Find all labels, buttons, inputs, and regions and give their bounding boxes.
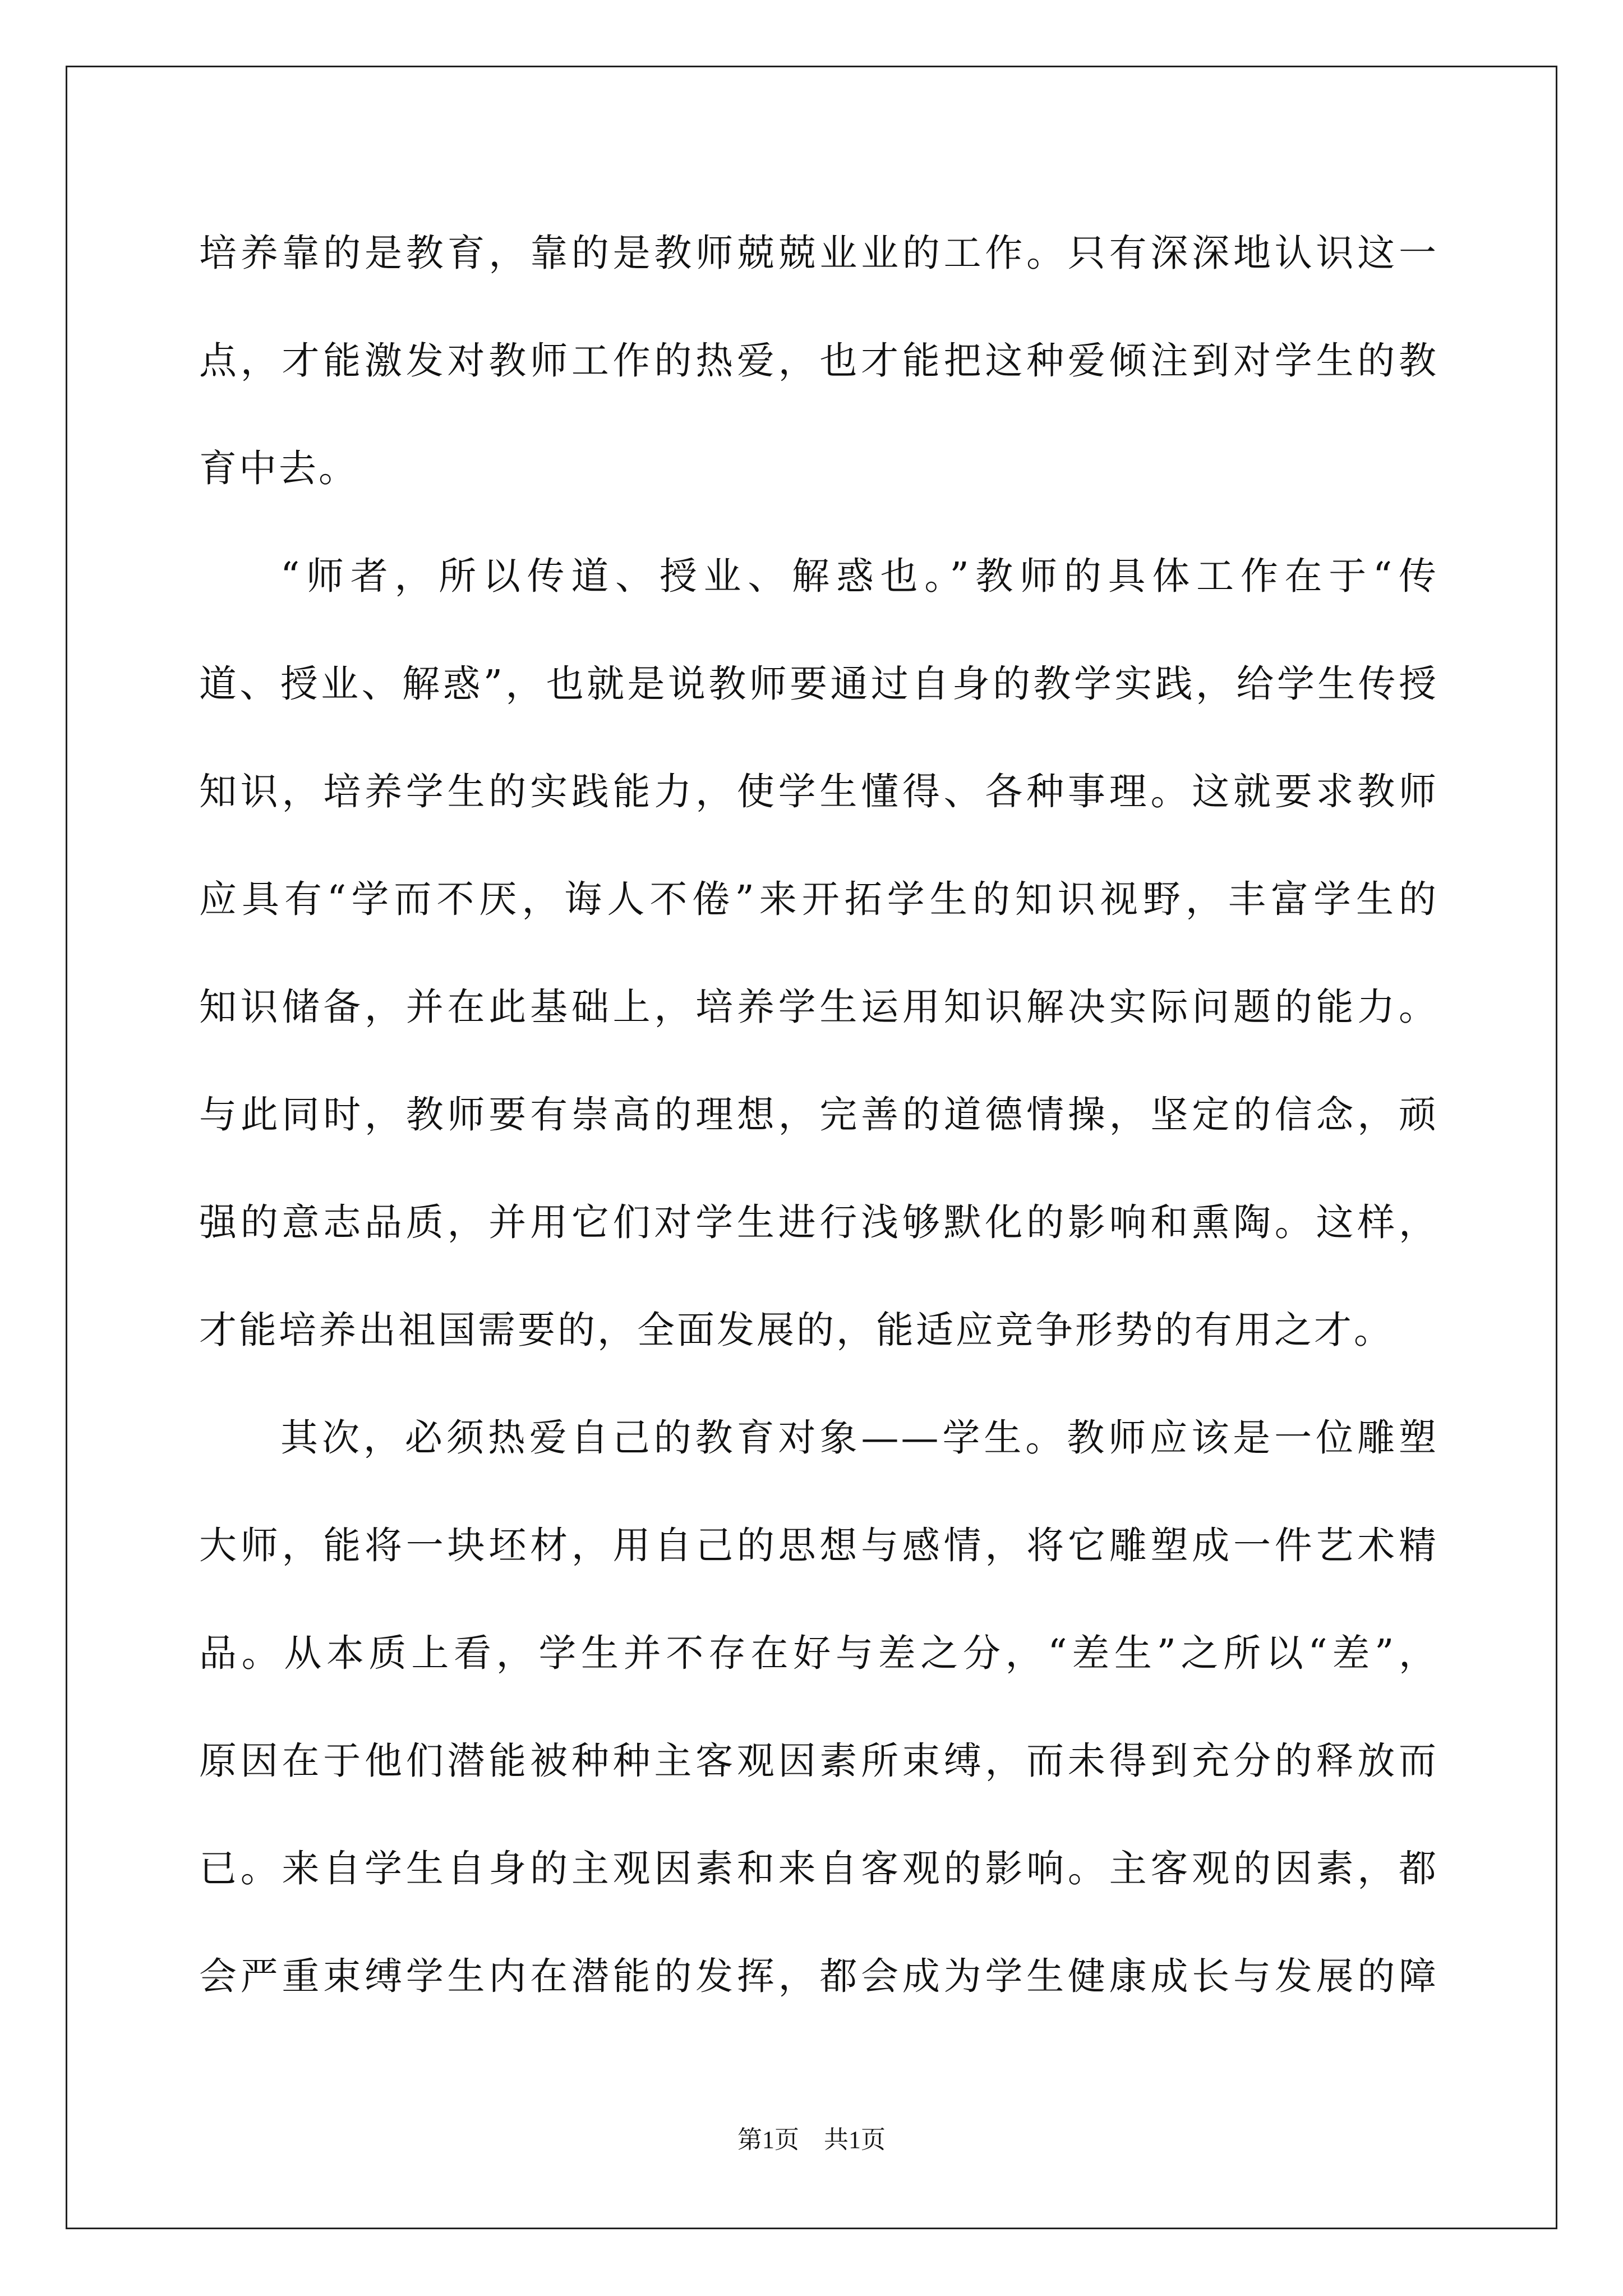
text-line: 培养靠的是教育，靠的是教师兢兢业业的工作。只有深深地认识这一 — [199, 231, 1438, 275]
text-line: 点，才能激发对教师工作的热爱，也才能把这种爱倾注到对学生的教 — [199, 339, 1438, 383]
text-line: 才能培养出祖国需要的，全面发展的，能适应竞争形势的有用之才。 — [199, 1308, 1394, 1352]
page-number: 第1页 共1页 — [737, 2126, 886, 2154]
text-line: 品。从本质上看，学生并不存在好与差之分，“差生”之所以“差”， — [199, 1631, 1438, 1675]
text-line: 其次，必须热爱自己的教育对象——学生。教师应该是一位雕塑 — [280, 1416, 1438, 1460]
text-line: 知识，培养学生的实践能力，使学生懂得、各种事理。这就要求教师 — [199, 770, 1438, 813]
text-line: 育中去。 — [199, 447, 358, 490]
text-line: 道、授业、解惑”，也就是说教师要通过自身的教学实践，给学生传授 — [199, 662, 1438, 706]
text-line: 应具有“学而不厌，诲人不倦”来开拓学生的知识视野，丰富学生的 — [199, 877, 1438, 921]
text-line: 已。来自学生自身的主观因素和来自客观的影响。主客观的因素，都 — [199, 1847, 1438, 1890]
document-body — [199, 199, 1438, 2030]
text-line: 知识储备，并在此基础上，培养学生运用知识解决实际问题的能力。 — [199, 985, 1438, 1029]
text-line: 原因在于他们潜能被种种主客观因素所束缚，而未得到充分的释放而 — [199, 1739, 1438, 1783]
text-line: 强的意志品质，并用它们对学生进行浅够默化的影响和熏陶。这样， — [199, 1200, 1438, 1244]
text-line: 与此同时，教师要有崇高的理想，完善的道德情操，坚定的信念，顽 — [199, 1093, 1438, 1137]
text-line: 会严重束缚学生内在潜能的发挥，都会成为学生健康成长与发展的障 — [199, 1954, 1438, 1998]
text-line: “师者，所以传道、授业、解惑也。”教师的具体工作在于“传 — [280, 554, 1438, 598]
text-line: 大师，能将一块坯材，用自己的思想与感情，将它雕塑成一件艺术精 — [199, 1524, 1438, 1567]
